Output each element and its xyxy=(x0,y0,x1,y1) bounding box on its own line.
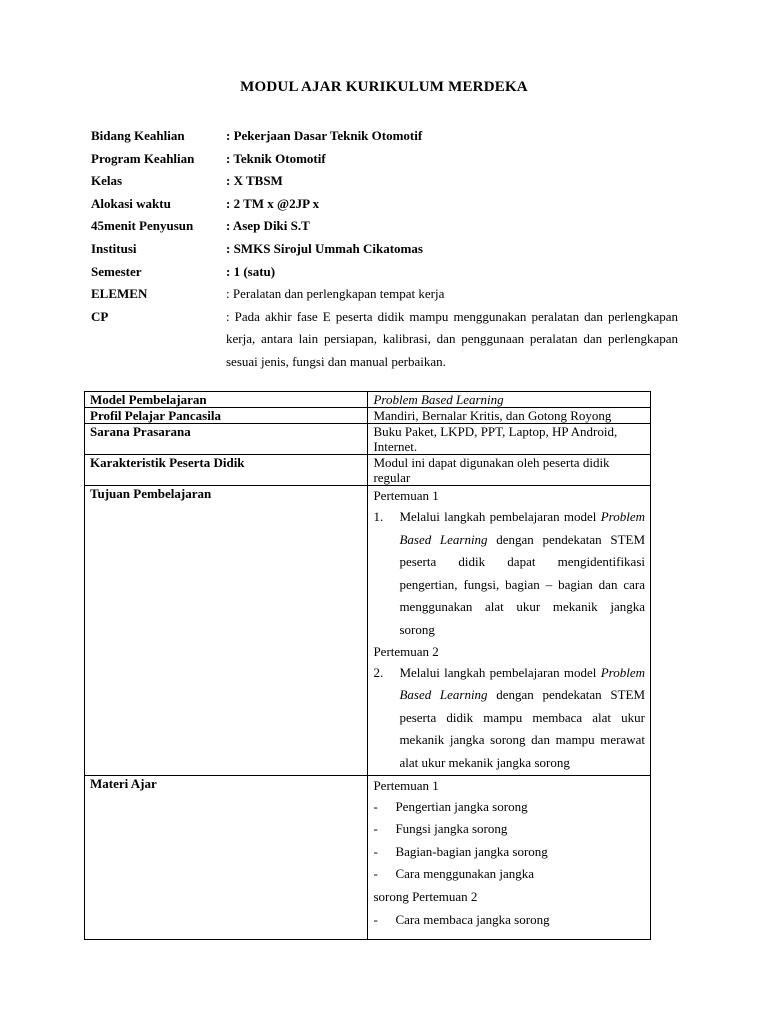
table-row xyxy=(85,775,651,940)
row-value: Modul ini dapat digunakan oleh peserta didik regular xyxy=(368,455,651,486)
list-item-text: Cara menggunakan jangka xyxy=(395,866,535,882)
info-value: : Asep Diki S.T xyxy=(226,218,310,234)
info-row-program xyxy=(91,148,678,171)
item-number: 2. xyxy=(373,664,384,680)
info-value-cp: : Pada akhir fase E peserta didik mampu menggunakan peralatan dan perlengkapan kerja, antara lain persiapan, kalibrasi, dan penggunaan peralatan dan perlengkapan sesuai jenis, fungsi dan manual perbaikan. xyxy=(226,308,678,369)
objective-text-b: dengan pendekatan STEM peserta didik mampu membaca alat ukur mekanik jangka sorong dan mampu merawat alat ukur mekanik jangka sorong xyxy=(399,687,646,770)
info-label: ELEMEN xyxy=(91,286,148,302)
table-row xyxy=(85,424,651,455)
item-number: 1. xyxy=(373,509,384,524)
dash-marker: - xyxy=(373,798,378,814)
objective-item xyxy=(373,506,645,642)
info-value: : 1 (satu) xyxy=(226,263,276,279)
info-value: : Peralatan dan perlengkapan tempat kerja xyxy=(226,286,445,302)
info-row-bidang xyxy=(91,125,678,148)
list-item-text: Cara membaca jangka sorong xyxy=(395,911,550,927)
info-label: Kelas xyxy=(91,173,123,189)
objective-text-b: dengan pendekatan STEM peserta didik dapat mengidentifikasi pengertian, fungsi, bagian – bagian dan cara menggunakan alat ukur mekanik jangka sorong xyxy=(399,531,646,637)
objective-item xyxy=(373,662,645,775)
table-row xyxy=(85,408,651,424)
info-label: Alokasi waktu xyxy=(91,195,171,211)
table-row xyxy=(85,486,651,776)
info-label: Semester xyxy=(91,263,142,279)
dash-marker: - xyxy=(373,911,378,927)
row-value: Problem Based Learning xyxy=(368,392,651,408)
info-row-elemen xyxy=(91,283,678,306)
list-item xyxy=(373,818,645,841)
row-value: Buku Paket, LKPD, PPT, Laptop, HP Android, Internet. xyxy=(368,424,651,455)
info-value: : SMKS Sirojul Ummah Cikatomas xyxy=(226,240,423,256)
row-label: Karakteristik Peserta Didik xyxy=(85,455,368,486)
info-row-semester xyxy=(91,261,678,284)
table-row xyxy=(85,392,651,408)
info-label: CP xyxy=(91,308,109,324)
module-table xyxy=(84,391,651,940)
row-label: Tujuan Pembelajaran xyxy=(85,486,368,776)
info-row-alokasi xyxy=(91,193,678,216)
row-label: Sarana Prasarana xyxy=(85,424,368,455)
list-item xyxy=(373,863,645,886)
tujuan-cell xyxy=(368,486,651,776)
dash-marker: - xyxy=(373,821,378,837)
info-row-cp xyxy=(91,306,678,374)
list-item-text: Fungsi jangka sorong xyxy=(395,821,508,837)
identity-block xyxy=(91,125,678,374)
materi-cell xyxy=(368,775,651,940)
meeting-heading: Pertemuan 1 xyxy=(373,488,439,503)
row-label: Profil Pelajar Pancasila xyxy=(85,408,368,424)
info-label: Bidang Keahlian xyxy=(91,128,185,143)
info-row-kelas xyxy=(91,170,678,193)
objective-model: Problem Based Learning xyxy=(399,664,645,703)
meeting-heading: Pertemuan 2 xyxy=(373,643,439,659)
info-label: Institusi xyxy=(91,240,137,256)
meeting-heading: Pertemuan 1 xyxy=(373,777,439,793)
objective-model: Problem Based Learning xyxy=(399,509,645,547)
item-text xyxy=(399,662,645,775)
list-item xyxy=(373,909,645,932)
info-value: : Pekerjaan Dasar Teknik Otomotif xyxy=(226,128,423,143)
list-item-text: Pengertian jangka sorong xyxy=(395,798,528,814)
dash-marker: - xyxy=(373,866,378,882)
objective-text-a: Melalui langkah pembelajaran model xyxy=(399,509,597,524)
info-label: 45menit Penyusun xyxy=(91,218,194,234)
row-label: Materi Ajar xyxy=(85,775,368,940)
list-item-text: Bagian-bagian jangka sorong xyxy=(395,843,548,859)
info-label: Program Keahlian xyxy=(91,150,195,166)
row-label: Model Pembelajaran xyxy=(85,392,368,408)
info-value: : Teknik Otomotif xyxy=(226,150,326,166)
info-row-penyusun xyxy=(91,215,678,238)
row-value: Mandiri, Bernalar Kritis, dan Gotong Royong xyxy=(368,408,651,424)
info-row-institusi xyxy=(91,238,678,261)
item-text xyxy=(399,506,645,642)
document-title: MODUL AJAR KURIKULUM MERDEKA xyxy=(240,79,528,95)
info-value: : X TBSM xyxy=(226,173,283,189)
dash-marker: - xyxy=(373,843,378,859)
table-row xyxy=(85,455,651,486)
list-item xyxy=(373,796,645,819)
list-carry-text: sorong Pertemuan 2 xyxy=(373,888,478,904)
info-value: : 2 TM x @2JP x xyxy=(226,195,320,211)
list-item xyxy=(373,841,645,864)
objective-text-a: Melalui langkah pembelajaran model xyxy=(399,664,597,680)
